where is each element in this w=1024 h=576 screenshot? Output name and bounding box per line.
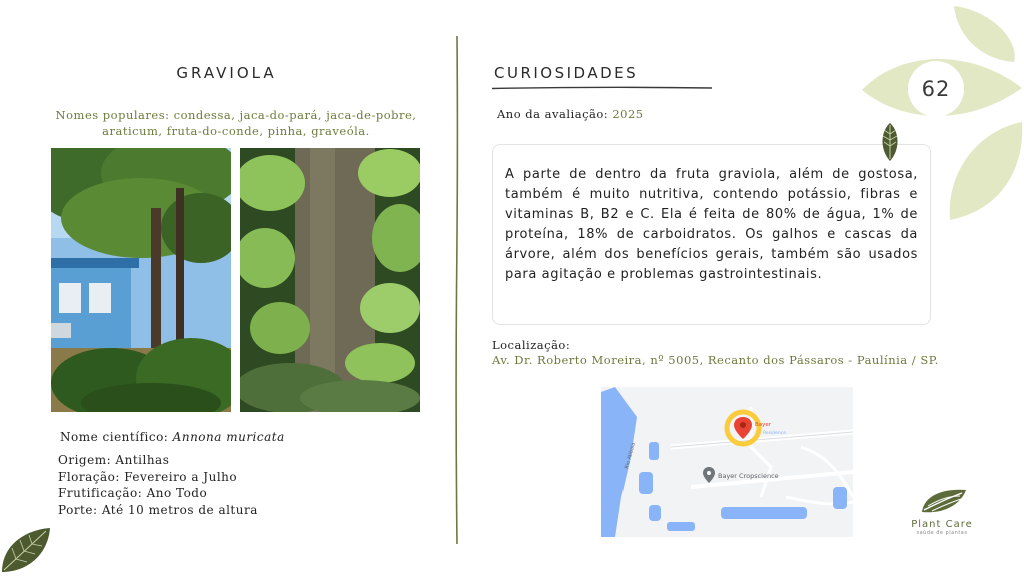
tree-photo [51, 148, 231, 412]
location-label: Localização: [492, 338, 571, 352]
map-illustration [601, 387, 853, 537]
location-address: Av. Dr. Roberto Moreira, nº 5005, Recanto dos Pássaros - Paulínia / SP. [492, 353, 939, 367]
fact-flowering: Floração: Fevereiro a Julho [58, 469, 238, 484]
evaluation-year [497, 107, 644, 121]
column-divider [455, 36, 459, 544]
scientific-name-value: Annona muricata [172, 430, 285, 444]
trunk-photo-illustration [240, 148, 420, 412]
popular-names: Nomes populares: condessa, jaca-do-pará, jaca-de-pobre, araticum, fruta-do-conde, pinha, graveóla. [55, 108, 417, 138]
plant-facts [58, 452, 258, 518]
page-number: 62 [908, 61, 964, 117]
species-title: GRAVIOLA [176, 64, 277, 82]
brand-tagline: saúde de plantas [916, 530, 968, 536]
evaluation-year-value: 2025 [612, 107, 644, 121]
scientific-name [60, 430, 285, 444]
title-underline [492, 86, 712, 90]
brand-name: Plant Care [911, 519, 973, 530]
map-place-label: Bayer Cropscience [718, 472, 779, 480]
scientific-name-label: Nome científico: [60, 430, 169, 444]
map-river-label: Rio Atibaia [624, 441, 637, 470]
map-pin-label: Bayer [755, 422, 772, 428]
brand-logo-leaf-icon [914, 486, 970, 514]
section-title: CURIOSIDADES [494, 64, 639, 82]
brand-logo [902, 486, 982, 542]
fact-fruiting: Frutificação: Ano Todo [58, 486, 208, 500]
small-leaf-icon [878, 122, 902, 162]
fact-origin: Origem: Antilhas [58, 453, 170, 467]
curiosities-text: A parte de dentro da fruta graviola, além de gostosa, também é muito nutritiva, contendo potássio, fibras e vitaminas B, B2 e C. Ela é feita de 80% de água, 1% de proteína, 18% de carboidratos. Os galhos e cascas da árvore, além dos benefícios gerais, também são usados para agitação e problemas gastrointestinais. [505, 167, 918, 282]
corner-leaf-icon [0, 526, 52, 574]
evaluation-year-label: Ano da avaliação: [497, 107, 609, 121]
trunk-photo [240, 148, 420, 412]
fact-size: Porte: Até 10 metros de altura [58, 502, 258, 517]
map-pin-sublabel: Residence [763, 431, 787, 436]
tree-photo-illustration [51, 148, 231, 412]
location-map[interactable] [601, 387, 853, 537]
